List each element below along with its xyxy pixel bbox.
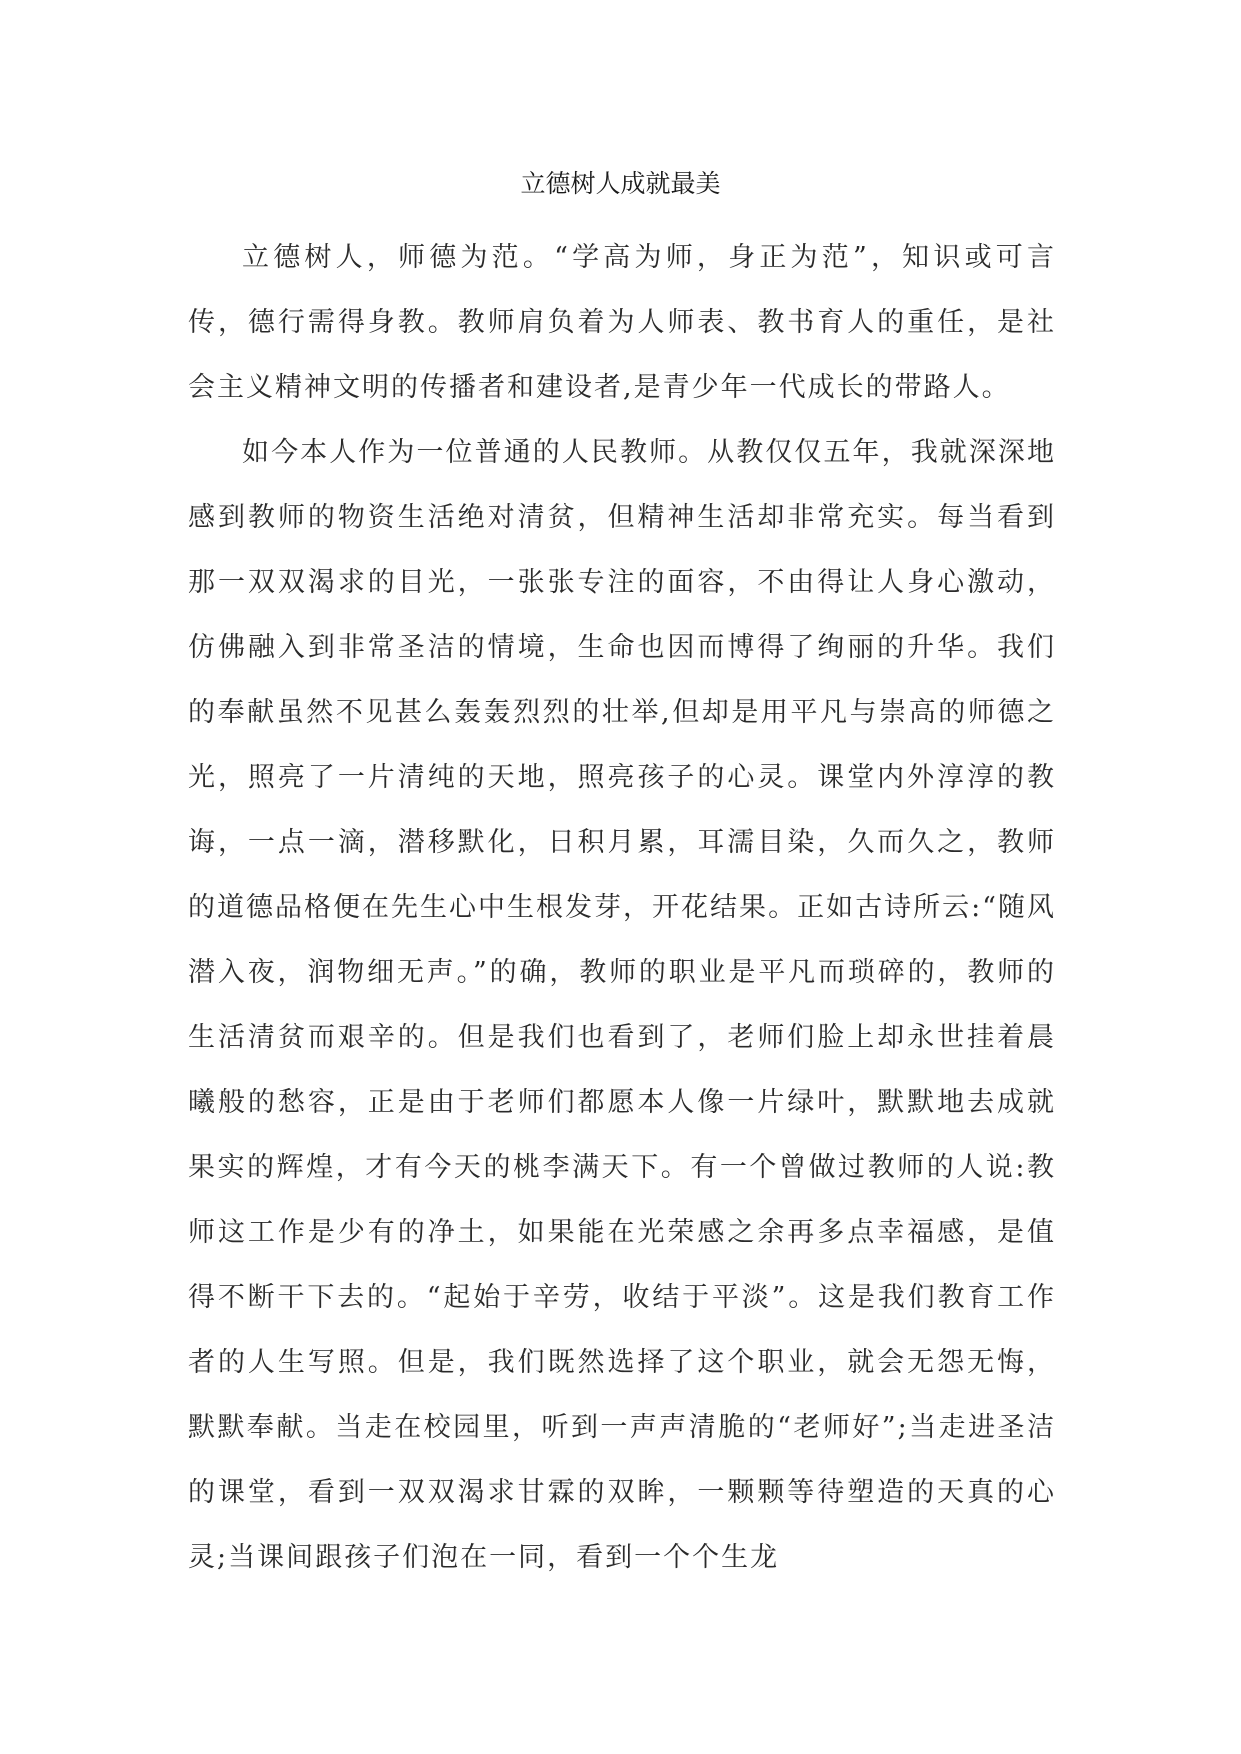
document-title: 立德树人成就最美 xyxy=(520,169,721,198)
paragraph-2: 如今本人作为一位普通的人民教师。从教仅仅五年，我就深深地感到教师的物资生活绝对清贫，但精神生活却非常充实。每当看到那一双双渴求的目光，一张张专注的面容，不由得让人身心激动，仿佛融入到非常圣洁的情境，生命也因而博得了绚丽的升华。我们的奉献虽然不见甚么轰轰烈烈的壮举,但却是用平凡与崇高的师德之光，照亮了一片清纯的天地，照亮孩子的心灵。课堂内外淳淳的教诲，一点一滴，潜移默化，日积月累，耳濡目染，久而久之，教师的道德品格便在先生心中生根发芽，开花结果。正如古诗所云:“随风潜入夜，润物细无声。”的确，教师的职业是平凡而琐碎的，教师的生活清贫而艰辛的。但是我们也看到了，老师们脸上却永世挂着晨曦般的愁容，正是由于老师们都愿本人像一片绿叶，默默地去成就果实的辉煌，才有今天的桃李满天下。有一个曾做过教师的人说:教师这工作是少有的净土，如果能在光荣感之余再多点幸福感，是值得不断干下去的。“起始于辛劳，收结于平淡”。这是我们教育工作者的人生写照。但是，我们既然选择了这个职业，就会无怨无悔，默默奉献。当走在校园里，听到一声声清脆的“老师好”;当走进圣洁的课堂，看到一双双渴求甘霖的双眸，一颗颗等待塑造的天真的心灵;当课间跟孩子们泡在一同，看到一个个生龙 xyxy=(188,437,1056,1573)
paragraph-1: 立德树人，师德为范。“学高为师，身正为范”，知识或可言传，德行需得身教。教师肩负着为人师表、教书育人的重任，是社会主义精神文明的传播者和建设者,是青少年一代成长的带路人。 xyxy=(188,242,1056,403)
document-body xyxy=(188,225,1056,1590)
